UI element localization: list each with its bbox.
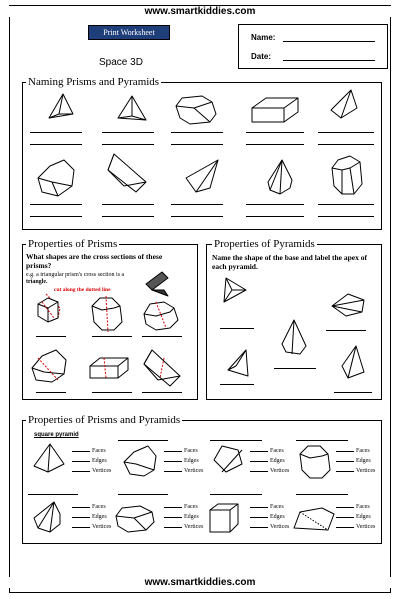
pentagonal-pyramid-shape-4 bbox=[212, 442, 246, 478]
faces-field[interactable] bbox=[164, 507, 182, 508]
answer-line[interactable] bbox=[220, 384, 254, 385]
pentagonal-prism-shape-1 bbox=[34, 156, 80, 200]
answer-line[interactable] bbox=[326, 330, 366, 331]
answer-line[interactable] bbox=[30, 132, 82, 133]
answer-line[interactable] bbox=[28, 494, 78, 495]
fev-group bbox=[72, 446, 111, 476]
subject-title: Space 3D bbox=[99, 57, 143, 68]
faces-label: Faces bbox=[356, 448, 370, 454]
answer-line[interactable] bbox=[36, 336, 66, 337]
name-field[interactable] bbox=[283, 41, 375, 42]
vertices-field[interactable] bbox=[72, 527, 90, 528]
fev-group bbox=[164, 502, 203, 532]
edges-label: Edges bbox=[92, 458, 107, 464]
hexagonal-prism-cut-2 bbox=[140, 298, 182, 334]
cube-shape-cut bbox=[34, 290, 64, 326]
edges-label: Edges bbox=[356, 458, 371, 464]
edges-label: Edges bbox=[92, 514, 107, 520]
fev-group bbox=[250, 446, 289, 476]
triangular-pyramid-shape-2 bbox=[114, 94, 154, 134]
faces-label: Faces bbox=[356, 504, 370, 510]
answer-line[interactable] bbox=[246, 216, 304, 217]
triangular-prism-shape-1 bbox=[106, 152, 152, 198]
faces-field[interactable] bbox=[72, 451, 90, 452]
pyramids-question: Name the shape of the base and label the apex of each pyramid. bbox=[212, 253, 367, 271]
triangular-prism-cut bbox=[142, 348, 184, 390]
answer-line[interactable] bbox=[334, 392, 372, 393]
hexagonal-prism-shape-4 bbox=[112, 502, 160, 536]
header-site-url[interactable]: www.smartkiddies.com bbox=[0, 6, 400, 17]
vertices-label: Vertices bbox=[356, 524, 376, 530]
answer-line[interactable] bbox=[246, 204, 304, 205]
section-naming-title: Naming Prisms and Pyramids bbox=[28, 76, 160, 88]
faces-field[interactable] bbox=[250, 507, 268, 508]
hexagonal-prism-cut bbox=[88, 294, 128, 334]
faces-label: Faces bbox=[270, 504, 284, 510]
answer-line[interactable] bbox=[318, 144, 374, 145]
triangular-pyramid-shape-4 bbox=[222, 276, 250, 310]
vertices-field[interactable] bbox=[336, 527, 354, 528]
pentagonal-pyramid-shape-5 bbox=[30, 500, 66, 538]
vertices-label: Vertices bbox=[356, 468, 376, 474]
faces-field[interactable] bbox=[164, 451, 182, 452]
cut-note: cut along the dotted line bbox=[54, 287, 111, 293]
answer-line[interactable] bbox=[36, 392, 66, 393]
faces-field[interactable] bbox=[72, 507, 90, 508]
edges-label: Edges bbox=[184, 514, 199, 520]
rectangular-prism-cut bbox=[86, 354, 134, 384]
answer-line[interactable] bbox=[318, 132, 374, 133]
hexagonal-prism-shape-2 bbox=[328, 154, 368, 200]
faces-label: Faces bbox=[92, 504, 106, 510]
edges-field[interactable] bbox=[250, 461, 268, 462]
pentagonal-pyramid-shape-1 bbox=[262, 158, 296, 198]
trapezoidal-prism-shape bbox=[292, 506, 338, 534]
section-prisms-title: Properties of Prisms bbox=[28, 238, 118, 250]
answer-line[interactable] bbox=[102, 132, 154, 133]
edges-label: Edges bbox=[184, 458, 199, 464]
edges-field[interactable] bbox=[164, 461, 182, 462]
answer-line[interactable] bbox=[171, 132, 223, 133]
square-pyramid-shape-4 bbox=[32, 442, 68, 474]
answer-line[interactable] bbox=[274, 368, 316, 369]
triangular-pyramid-shape-1 bbox=[45, 92, 85, 132]
vertices-label: Vertices bbox=[92, 468, 112, 474]
fev-group bbox=[336, 446, 375, 476]
vertices-field[interactable] bbox=[250, 527, 268, 528]
section-pyramids-title: Properties of Pyramids bbox=[214, 238, 315, 250]
date-field[interactable] bbox=[283, 60, 375, 61]
answer-line[interactable] bbox=[92, 336, 132, 337]
vertices-field[interactable] bbox=[164, 471, 182, 472]
edges-label: Edges bbox=[270, 514, 285, 520]
answer-line[interactable] bbox=[318, 216, 374, 217]
hexagonal-prism-shape-1 bbox=[172, 92, 222, 132]
square-pyramid-shape-3 bbox=[338, 344, 368, 384]
triangular-pyramid-shape-3 bbox=[180, 158, 224, 196]
answer-line[interactable] bbox=[210, 494, 262, 495]
faces-field[interactable] bbox=[336, 507, 354, 508]
date-label: Date: bbox=[251, 52, 272, 61]
fev-group bbox=[250, 502, 289, 532]
answer-line[interactable] bbox=[171, 204, 223, 205]
answer-line[interactable] bbox=[210, 440, 262, 441]
faces-label: Faces bbox=[92, 448, 106, 454]
prisms-example-text: e.g. a triangular prism's cross section is a bbox=[26, 272, 125, 278]
example-label: square pyramid bbox=[34, 432, 79, 438]
faces-field[interactable] bbox=[336, 451, 354, 452]
pentagonal-prism-shape-2 bbox=[120, 444, 160, 480]
pentagonal-pyramid-shape-2 bbox=[280, 318, 308, 358]
square-pyramid-shape-2 bbox=[226, 348, 256, 378]
vertices-field[interactable] bbox=[72, 471, 90, 472]
answer-line[interactable] bbox=[171, 216, 223, 217]
edges-field[interactable] bbox=[336, 517, 354, 518]
faces-field[interactable] bbox=[250, 451, 268, 452]
fev-group bbox=[336, 502, 375, 532]
cube-shape bbox=[208, 502, 242, 536]
edges-label: Edges bbox=[356, 514, 371, 520]
answer-line[interactable] bbox=[246, 144, 304, 145]
prisms-example bbox=[26, 272, 144, 286]
edges-field[interactable] bbox=[336, 461, 354, 462]
square-pyramid-shape-1 bbox=[327, 88, 363, 124]
answer-line[interactable] bbox=[92, 392, 132, 393]
answer-line[interactable] bbox=[118, 494, 168, 495]
hexagonal-prism-shape-3 bbox=[296, 442, 336, 482]
edges-field[interactable] bbox=[72, 517, 90, 518]
footer-site-url[interactable]: www.smartkiddies.com bbox=[0, 577, 400, 588]
section-properties-title: Properties of Prisms and Pyramids bbox=[28, 414, 181, 426]
answer-line[interactable] bbox=[30, 216, 82, 217]
vertices-label: Vertices bbox=[184, 468, 204, 474]
name-label: Name: bbox=[251, 33, 276, 42]
rectangular-prism-shape bbox=[248, 96, 302, 130]
answer-line[interactable] bbox=[220, 328, 254, 329]
answer-line[interactable] bbox=[246, 132, 304, 133]
answer-line[interactable] bbox=[102, 216, 154, 217]
vertices-field[interactable] bbox=[336, 471, 354, 472]
fev-group bbox=[164, 446, 203, 476]
pentagonal-pyramid-shape-3 bbox=[330, 290, 370, 322]
answer-line[interactable] bbox=[102, 204, 154, 205]
prisms-example-answer: triangle. bbox=[26, 279, 48, 285]
edges-label: Edges bbox=[270, 458, 285, 464]
answer-line[interactable] bbox=[30, 204, 82, 205]
faces-label: Faces bbox=[184, 448, 198, 454]
vertices-field[interactable] bbox=[164, 527, 182, 528]
answer-line[interactable] bbox=[118, 440, 168, 441]
edges-field[interactable] bbox=[250, 517, 268, 518]
vertices-label: Vertices bbox=[184, 524, 204, 530]
pentagonal-prism-cut bbox=[28, 346, 72, 386]
vertices-label: Vertices bbox=[92, 524, 112, 530]
print-worksheet-button[interactable]: Print Worksheet bbox=[88, 25, 170, 40]
edges-field[interactable] bbox=[72, 461, 90, 462]
answer-line[interactable] bbox=[142, 336, 182, 337]
vertices-field[interactable] bbox=[250, 471, 268, 472]
faces-label: Faces bbox=[270, 448, 284, 454]
name-date-box bbox=[238, 24, 388, 69]
edges-field[interactable] bbox=[164, 517, 182, 518]
answer-line[interactable] bbox=[296, 494, 348, 495]
answer-line[interactable] bbox=[171, 144, 223, 145]
answer-line[interactable] bbox=[318, 204, 374, 205]
knife-icon bbox=[142, 270, 172, 298]
prisms-question: What shapes are the cross sections of these prisms? bbox=[26, 252, 163, 270]
answer-line[interactable] bbox=[102, 144, 154, 145]
vertices-label: Vertices bbox=[270, 468, 290, 474]
answer-line[interactable] bbox=[30, 144, 82, 145]
vertices-label: Vertices bbox=[270, 524, 290, 530]
answer-line[interactable] bbox=[142, 392, 182, 393]
fev-group bbox=[72, 502, 111, 532]
answer-line[interactable] bbox=[296, 440, 348, 441]
faces-label: Faces bbox=[184, 504, 198, 510]
